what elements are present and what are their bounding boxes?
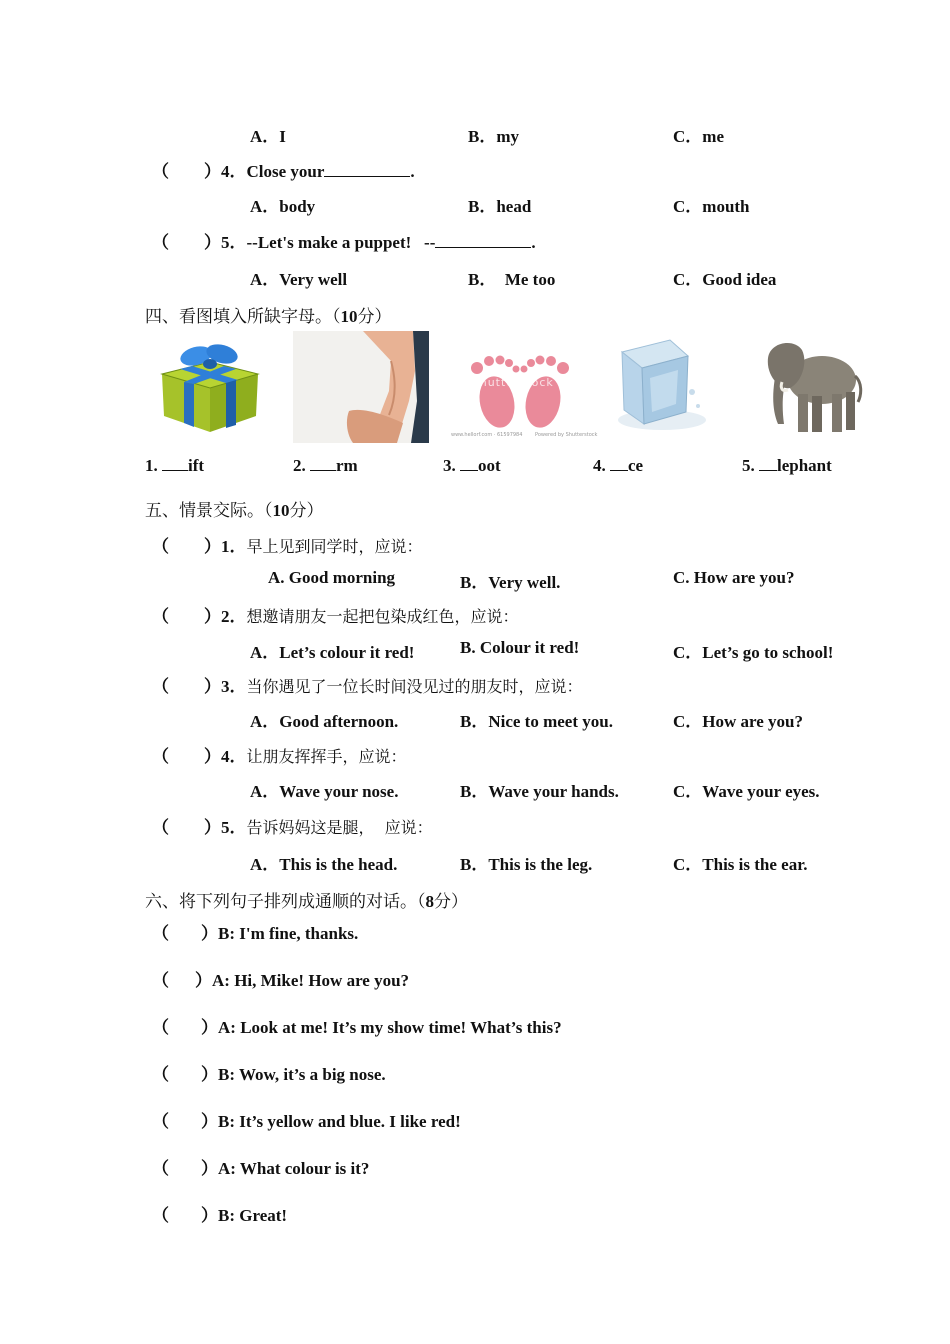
s5-q3-option-c: C．How are you?: [673, 712, 804, 731]
q4-stem: ）4．Close your .: [204, 162, 415, 181]
q5-blank[interactable]: [435, 233, 531, 248]
s5-q4-option-c: C．Wave your eyes.: [673, 782, 820, 801]
arm-picture: [293, 331, 429, 443]
s5-q2-option-c: C．Let’s go to school!: [673, 643, 834, 662]
s5-q3-stem: ）3．当你遇见了一位长时间没见过的朋友时，应说：: [204, 677, 583, 696]
photo-credit-right: Powered by Shutterstock: [535, 432, 598, 438]
q4-blank[interactable]: [324, 162, 410, 177]
fill-blank-3[interactable]: [460, 456, 478, 471]
shutterstock-watermark: shutterstock: [473, 376, 554, 389]
q5-stem: ）5．--Let's make a puppet! -- .: [204, 233, 536, 252]
s5-q4-option-b: B．Wave your hands.: [460, 782, 619, 801]
s5-q1-option-a: A. Good morning: [268, 568, 396, 587]
order-paren[interactable]: （: [152, 1018, 169, 1037]
s5-q3-paren[interactable]: （: [152, 677, 169, 696]
s5-q5-stem: ）5．告诉妈妈这是腿， 应说：: [204, 818, 433, 837]
fill-item-2: 2. rm: [293, 456, 358, 475]
s5-q1-paren[interactable]: （: [152, 537, 169, 556]
s5-q4-stem: ）4．让朋友挥挥手，应说：: [204, 747, 407, 766]
fill-item-4: 4. ce: [593, 456, 644, 475]
q3-option-c: C．me: [673, 127, 724, 146]
s5-q5-option-b: B．This is the leg.: [460, 855, 593, 874]
order-paren[interactable]: （: [152, 1159, 169, 1178]
q3-option-b: B．my: [468, 127, 519, 146]
section4-heading: 四、看图填入所缺字母。（10分）: [145, 307, 392, 327]
s5-q2-paren[interactable]: （: [152, 607, 169, 626]
section5-heading: 五、情景交际。（10分）: [145, 501, 324, 521]
q5-option-c: C．Good idea: [673, 270, 777, 289]
s5-q1-option-b: B．Very well.: [460, 573, 561, 592]
q4-option-b: B．head: [468, 197, 532, 216]
s5-q3-option-a: A．Good afternoon.: [250, 712, 399, 731]
order-paren[interactable]: （: [152, 1112, 169, 1131]
s5-q4-paren[interactable]: （: [152, 747, 169, 766]
fill-blank-2[interactable]: [310, 456, 336, 471]
fill-blank-4[interactable]: [610, 456, 628, 471]
fill-item-1: 1. ift: [145, 456, 205, 475]
fill-item-3: 3. oot: [443, 456, 501, 475]
q4-option-a: A．body: [250, 197, 316, 216]
s5-q2-option-a: A．Let’s colour it red!: [250, 643, 415, 662]
fill-blank-1[interactable]: [162, 456, 188, 471]
q5-answer-paren[interactable]: （: [152, 233, 169, 252]
q4-option-c: C．mouth: [673, 197, 750, 216]
order-paren[interactable]: （: [152, 971, 169, 990]
gift-box-picture: [158, 338, 262, 434]
s5-q5-option-c: C．This is the ear.: [673, 855, 808, 874]
s5-q1-option-c: C. How are you?: [673, 568, 795, 587]
dialogue-line: （ ）A: Look at me! It’s my show time! What’s this?: [152, 1018, 562, 1037]
order-paren[interactable]: （: [152, 1065, 169, 1084]
dialogue-line: （ ）B: Great!: [152, 1206, 288, 1225]
order-paren[interactable]: （: [152, 924, 169, 943]
dialogue-line: （ ）B: It’s yellow and blue. I like red!: [152, 1112, 461, 1131]
dialogue-line: （ ）B: I'm fine, thanks.: [152, 924, 359, 943]
s5-q5-option-a: A．This is the head.: [250, 855, 398, 874]
footprints-picture: [447, 338, 598, 444]
s5-q1-stem: ）1．早上见到同学时，应说：: [204, 537, 423, 556]
order-paren[interactable]: （: [152, 1206, 169, 1225]
fill-item-5: 5. lephant: [742, 456, 832, 475]
dialogue-line: （ ）A: Hi, Mike! How are you?: [152, 971, 410, 990]
photo-credit-left: www.hellorf.com · 61597984: [451, 432, 523, 438]
section6-heading: 六、将下列句子排列成通顺的对话。（8分）: [145, 892, 468, 912]
q5-option-a: A．Very well: [250, 270, 348, 289]
q5-option-b: B． Me too: [468, 270, 556, 289]
s5-q2-option-b: B. Colour it red!: [460, 638, 580, 657]
q3-option-a: A．I: [250, 127, 286, 146]
s5-q2-stem: ）2．想邀请朋友一起把包染成红色，应说：: [204, 607, 519, 626]
q4-answer-paren[interactable]: （: [152, 162, 169, 181]
ice-cube-picture: [608, 334, 712, 434]
dialogue-line: （ ）B: Wow, it’s a big nose.: [152, 1065, 386, 1084]
s5-q4-option-a: A．Wave your nose.: [250, 782, 399, 801]
s5-q5-paren[interactable]: （: [152, 818, 169, 837]
elephant-picture: [762, 332, 866, 440]
dialogue-line: （ ）A: What colour is it?: [152, 1159, 370, 1178]
s5-q3-option-b: B．Nice to meet you.: [460, 712, 613, 731]
fill-blank-5[interactable]: [759, 456, 777, 471]
